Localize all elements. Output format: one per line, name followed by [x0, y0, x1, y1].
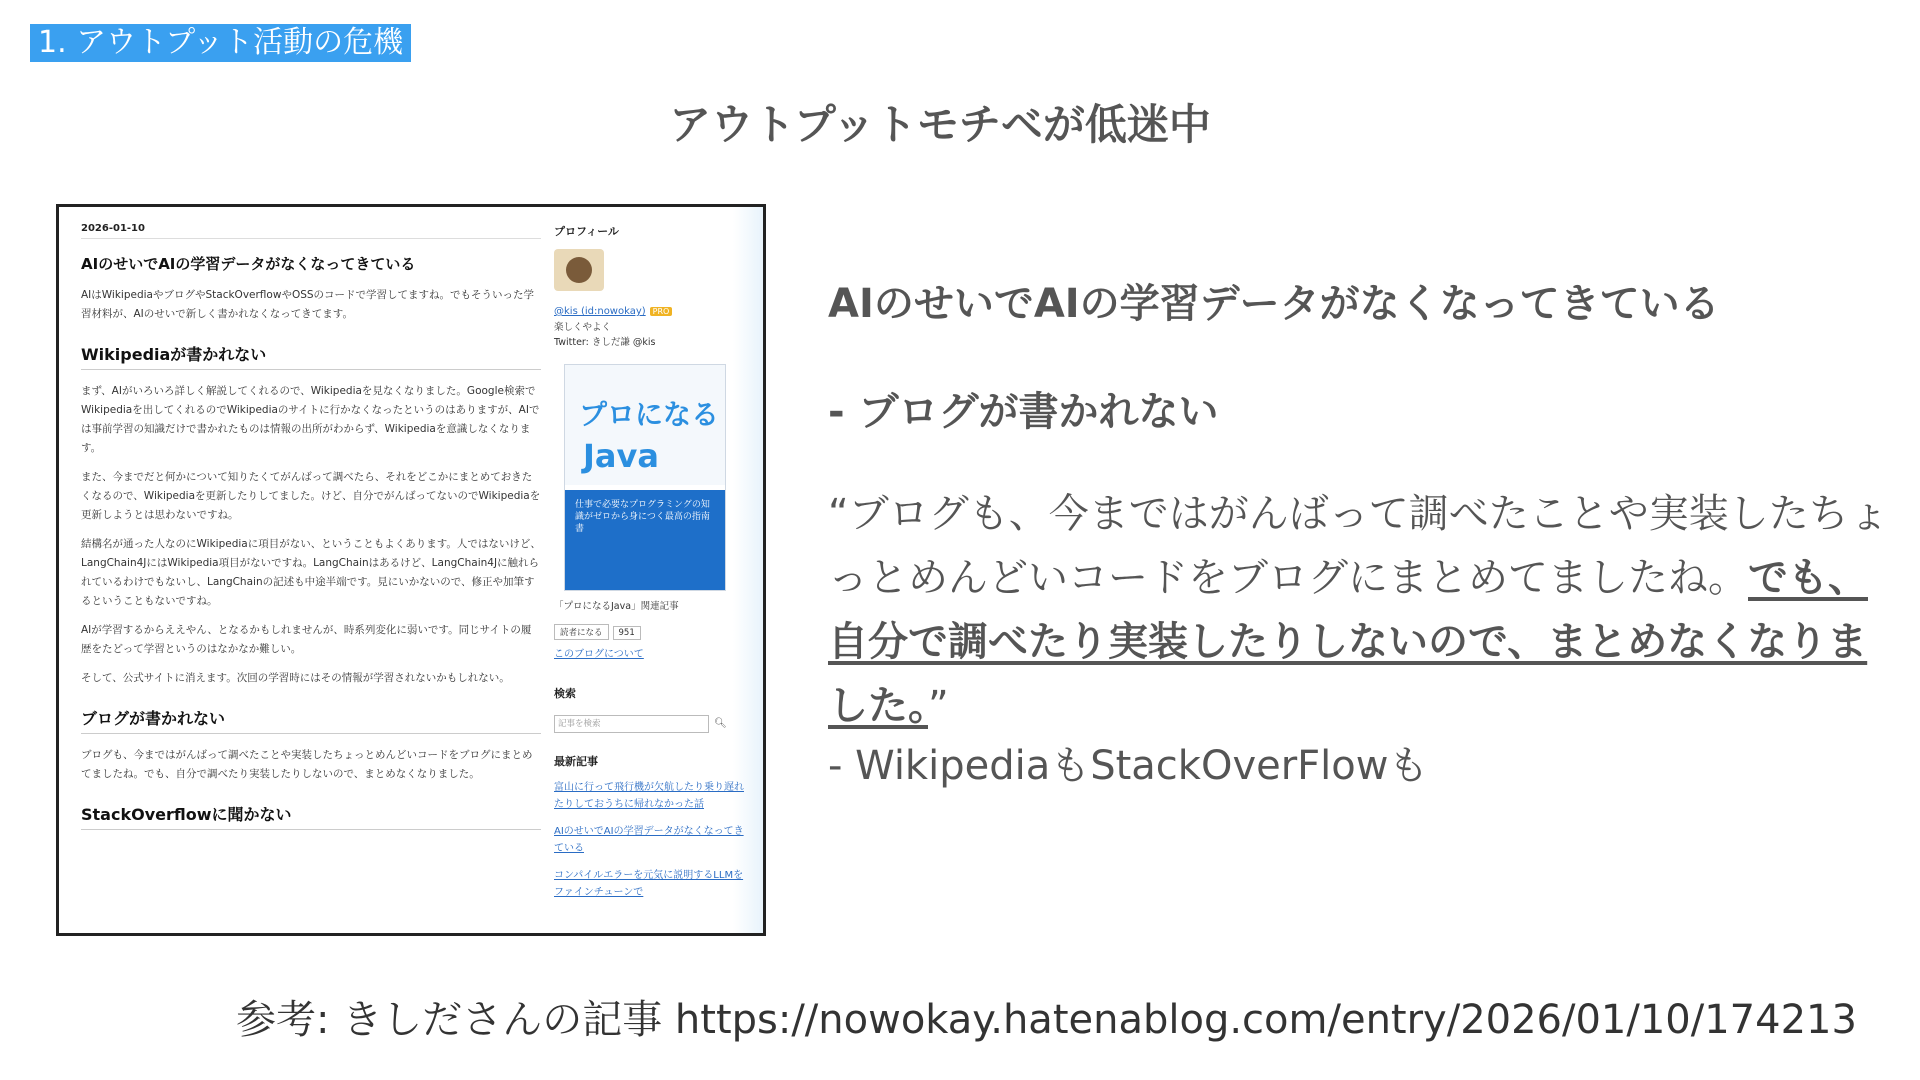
blog-heading-wikipedia: Wikipediaが書かれない [81, 342, 541, 370]
quote-open-mark: “ [828, 491, 849, 537]
quote-close-mark: ” [928, 683, 949, 729]
book-cover [564, 364, 726, 591]
profile-user-link: @kis (id:nowokay) [554, 306, 646, 317]
sub-heading: - ブログが書かれない [828, 389, 1219, 435]
quote-plain-text: ブログも、今まではがんばって調べたことや実装したちょっとめんどいコードをブログにまとめてましたね。 [828, 491, 1889, 601]
reference-citation: 参考: きしださんの記事 https://nowokay.hatenablog.com/entry/2026/01/10/174213 [236, 997, 1857, 1043]
pro-badge: PRO [650, 307, 673, 316]
avatar [554, 249, 604, 291]
blog-main-column [81, 217, 541, 842]
quote-emphasis-text: でも、自分で調べたり実装したりしないので、まとめなくなりました。 [828, 555, 1868, 729]
blog-sidebar [554, 217, 744, 901]
recent-post-link: AIのせいでAIの学習データがなくなってきている [554, 826, 744, 854]
blog-screenshot [56, 204, 766, 936]
blog-title: AIのせいでAIの学習データがなくなってきている [81, 255, 416, 273]
blog-paragraph: まず、AIがいろいろ詳しく解説してくれるので、Wikipediaを見なくなりました。Google検索でWikipediaを出してくれるのでWikipediaのサイトに行かなくなったというのはありますが、AIでは事前学習の知識だけで書かれたものは情報の出所がわからず、Wikipediaを意識しなくなります。 [81, 385, 540, 454]
blog-paragraph: ブログも、今まではがんばって調べたことや実装したちょっとめんどいコードをブログにまとめてましたね。でも、自分で調べたり実装したりしないので、まとめなくなりました。 [81, 749, 533, 780]
blog-paragraph: また、今までだと何かについて知りたくてがんばって調べたら、それをどこかにまとめておきたくなるので、Wikipediaを更新したりしてました。けど、自分でがんばってないのでWikipediaを更新しようとは思わないですね。 [81, 471, 541, 521]
book-related-link: 「プロになるJava」関連記事 [554, 601, 679, 612]
recent-post-link: 富山に行って飛行機が欠航したり乗り遅れたりしておうちに帰れなかった話 [554, 782, 744, 810]
profile-heading: プロフィール [554, 225, 619, 238]
search-icon: 🔍︎ [714, 718, 727, 729]
blog-paragraph: 結構名が通った人なのにWikipediaに項目がない、ということもよくあります。人ではないけど、LangChain4JにはWikipedia項目がないですね。LangChainはあるけど、LangChain4Jに触れられているわけでもないし、LangChainの記述も中途半端です。見にいかないので、修正や加筆するということもないですね。 [81, 538, 541, 607]
blog-paragraph: そして、公式サイトに消えます。次回の学習時にはその情報が学習されないかもしれない。 [81, 672, 510, 684]
book-title-java: Java [583, 437, 659, 475]
about-blog-link: このブログについて [554, 649, 644, 660]
recent-post-link: コンパイルエラーを元気に説明するLLMをファインチューンで [554, 870, 744, 898]
blog-heading-blog: ブログが書かれない [81, 706, 541, 734]
search-input: 記事を検索 [554, 715, 709, 733]
main-heading: AIのせいでAIの学習データがなくなってきている [828, 281, 1720, 327]
recent-heading: 最新記事 [554, 755, 598, 768]
blog-quote [828, 482, 1898, 738]
blog-paragraph: AIが学習するからええやん、となるかもしれませんが、時系列変化に弱いです。同じサイトの履歴をたどって学習というのはなかなか難しい。 [81, 624, 532, 655]
blog-intro: AIはWikipediaやブログやStackOverflowやOSSのコードで学習してますね。でもそういった学習材料が、AIのせいで新しく書かれなくなってきてます。 [81, 289, 535, 320]
quote-source: - WikipediaもStackOverFlowも [828, 743, 1429, 789]
book-title-pro: プロになる [579, 398, 720, 431]
subscriber-count: 951 [613, 626, 641, 640]
blog-date: 2026-01-10 [81, 223, 541, 239]
profile-twitter: Twitter: きしだ謙 @kis [554, 337, 656, 348]
slide-title: アウトプットモチベが低迷中 [669, 100, 1211, 149]
section-tag: 1. アウトプット活動の危機 [30, 24, 411, 62]
subscribe-button: 読者になる [554, 624, 609, 640]
profile-bio: 楽しくやよく [554, 322, 612, 333]
search-heading: 検索 [554, 687, 576, 700]
book-tagline: 仕事で必要なプログラミングの知識がゼロから身につく最高の指南書 [575, 500, 710, 534]
blog-heading-stackoverflow: StackOverflowに聞かない [81, 802, 541, 830]
